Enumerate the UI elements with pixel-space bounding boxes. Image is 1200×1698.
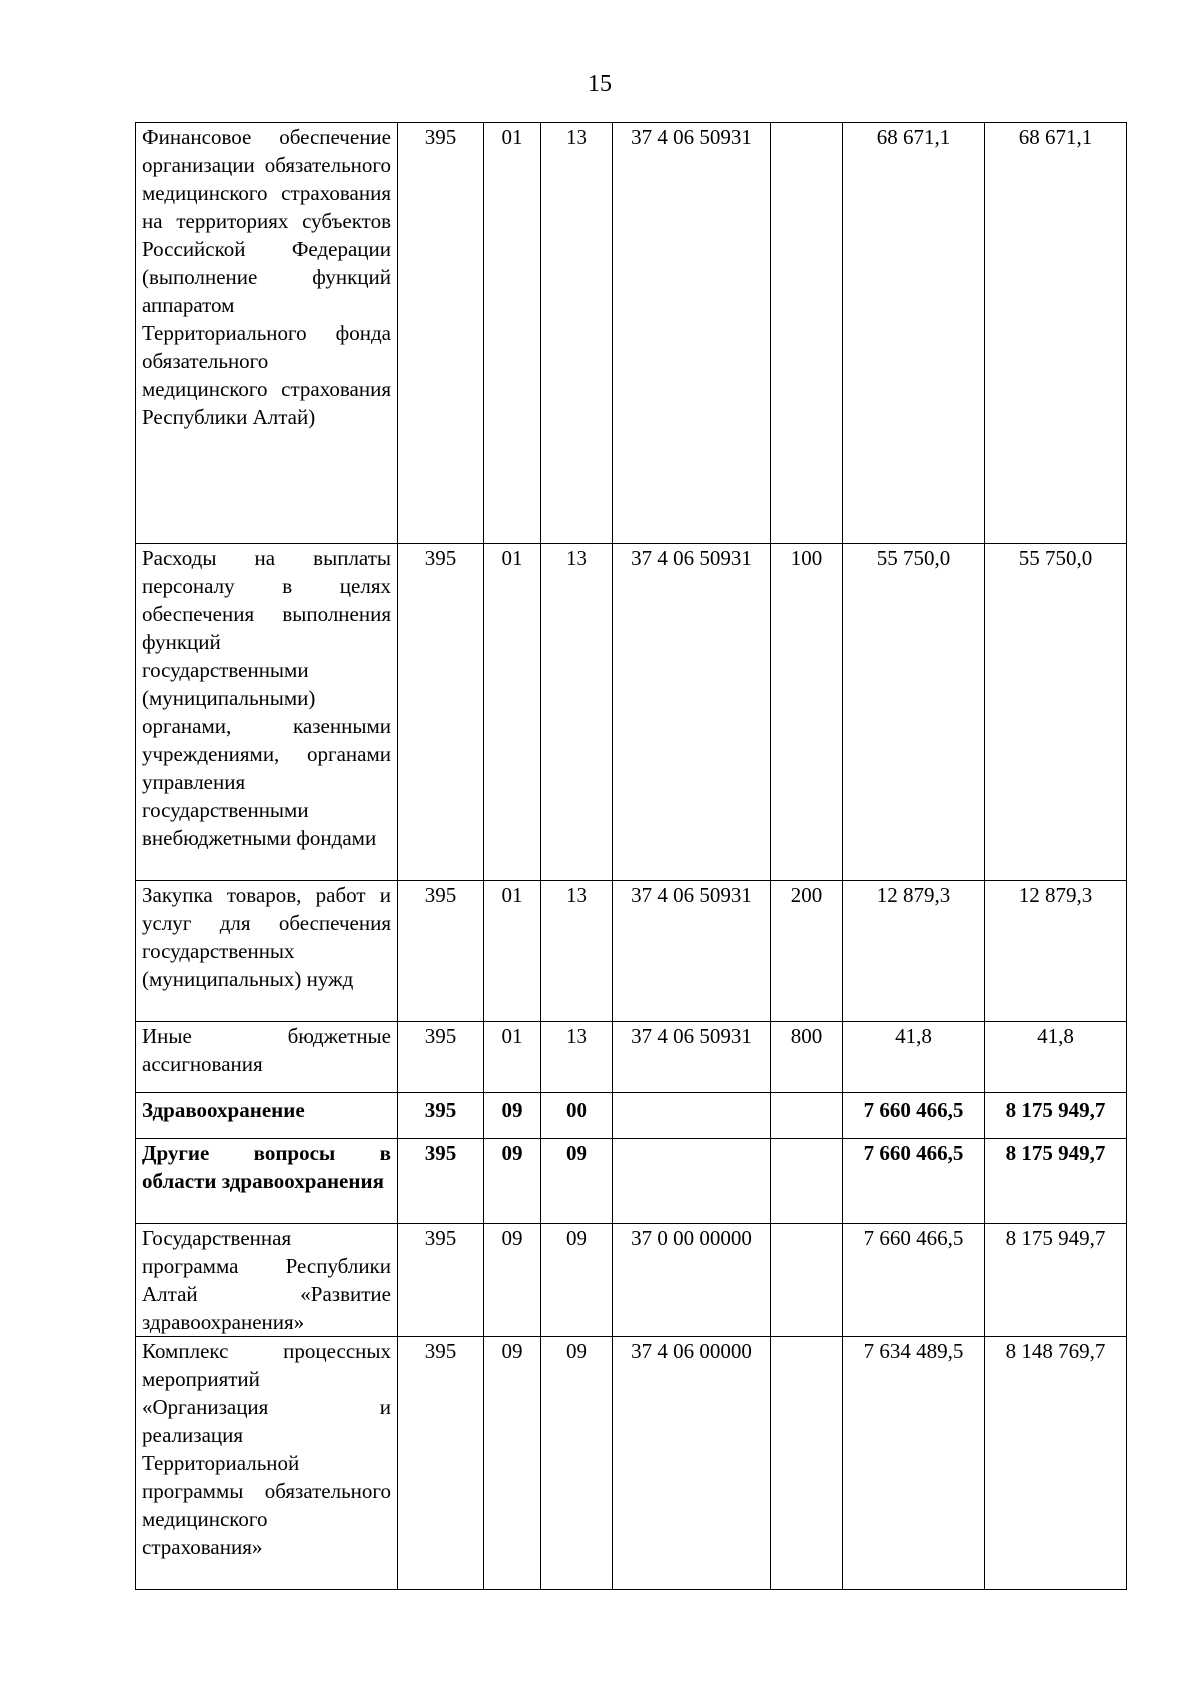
row-name: Другие вопросы в области здравоохранения bbox=[136, 1139, 398, 1224]
target-article: 37 4 06 00000 bbox=[613, 1337, 771, 1590]
expense-type bbox=[771, 1337, 843, 1590]
amount-year-2: 8 175 949,7 bbox=[985, 1139, 1127, 1224]
table-row bbox=[136, 1093, 1127, 1139]
amount-year-2: 8 175 949,7 bbox=[985, 1093, 1127, 1139]
amount-year-1: 12 879,3 bbox=[843, 881, 985, 1022]
target-article: 37 4 06 50931 bbox=[613, 544, 771, 881]
expense-type: 200 bbox=[771, 881, 843, 1022]
amount-year-2: 12 879,3 bbox=[985, 881, 1127, 1022]
section-code: 01 bbox=[484, 881, 541, 1022]
table-row bbox=[136, 123, 1127, 544]
table-row bbox=[136, 881, 1127, 1022]
admin-code: 395 bbox=[398, 123, 484, 544]
row-name: Финансовое обеспечение организации обязательного медицинского страхования на территориях субъектов Российской Федерации (выполнение функций аппаратом Территориального фонда обязательного медицинского страхования Республики Алтай) bbox=[136, 123, 398, 544]
subsection-code: 13 bbox=[541, 881, 613, 1022]
subsection-code: 13 bbox=[541, 123, 613, 544]
budget-table bbox=[135, 122, 1127, 1590]
section-code: 01 bbox=[484, 123, 541, 544]
amount-year-1: 7 660 466,5 bbox=[843, 1139, 985, 1224]
subsection-code: 00 bbox=[541, 1093, 613, 1139]
expense-type: 800 bbox=[771, 1022, 843, 1093]
subsection-code: 09 bbox=[541, 1337, 613, 1590]
row-name: Государственная программа Республики Алтай «Развитие здравоохранения» bbox=[136, 1224, 398, 1337]
row-name: Расходы на выплаты персоналу в целях обеспечения выполнения функций государственными (муниципальными) органами, казенными учреждениями, органами управления государственными внебюджетными фондами bbox=[136, 544, 398, 881]
target-article: 37 4 06 50931 bbox=[613, 881, 771, 1022]
page-number: 15 bbox=[588, 71, 612, 97]
subsection-code: 09 bbox=[541, 1139, 613, 1224]
row-name: Иные бюджетные ассигнования bbox=[136, 1022, 398, 1093]
expense-type bbox=[771, 1224, 843, 1337]
expense-type: 100 bbox=[771, 544, 843, 881]
table-row bbox=[136, 1022, 1127, 1093]
expense-type bbox=[771, 1093, 843, 1139]
amount-year-2: 8 148 769,7 bbox=[985, 1337, 1127, 1590]
amount-year-1: 7 660 466,5 bbox=[843, 1093, 985, 1139]
row-name: Закупка товаров, работ и услуг для обеспечения государственных (муниципальных) нужд bbox=[136, 881, 398, 1022]
target-article bbox=[613, 1139, 771, 1224]
section-code: 09 bbox=[484, 1139, 541, 1224]
table-row bbox=[136, 1139, 1127, 1224]
row-name: Комплекс процессных мероприятий «Организация и реализация Территориальной программы обязательного медицинского страхования» bbox=[136, 1337, 398, 1590]
admin-code: 395 bbox=[398, 881, 484, 1022]
section-code: 09 bbox=[484, 1337, 541, 1590]
subsection-code: 09 bbox=[541, 1224, 613, 1337]
target-article bbox=[613, 1093, 771, 1139]
admin-code: 395 bbox=[398, 1093, 484, 1139]
amount-year-2: 55 750,0 bbox=[985, 544, 1127, 881]
amount-year-1: 41,8 bbox=[843, 1022, 985, 1093]
amount-year-2: 8 175 949,7 bbox=[985, 1224, 1127, 1337]
target-article: 37 4 06 50931 bbox=[613, 123, 771, 544]
amount-year-1: 7 660 466,5 bbox=[843, 1224, 985, 1337]
admin-code: 395 bbox=[398, 1139, 484, 1224]
table-row bbox=[136, 1337, 1127, 1590]
section-code: 01 bbox=[484, 544, 541, 881]
amount-year-1: 55 750,0 bbox=[843, 544, 985, 881]
admin-code: 395 bbox=[398, 1337, 484, 1590]
amount-year-1: 68 671,1 bbox=[843, 123, 985, 544]
subsection-code: 13 bbox=[541, 1022, 613, 1093]
row-name: Здравоохранение bbox=[136, 1093, 398, 1139]
section-code: 09 bbox=[484, 1093, 541, 1139]
subsection-code: 13 bbox=[541, 544, 613, 881]
section-code: 01 bbox=[484, 1022, 541, 1093]
admin-code: 395 bbox=[398, 544, 484, 881]
target-article: 37 4 06 50931 bbox=[613, 1022, 771, 1093]
table-row bbox=[136, 1224, 1127, 1337]
admin-code: 395 bbox=[398, 1224, 484, 1337]
admin-code: 395 bbox=[398, 1022, 484, 1093]
amount-year-1: 7 634 489,5 bbox=[843, 1337, 985, 1590]
expense-type bbox=[771, 123, 843, 544]
section-code: 09 bbox=[484, 1224, 541, 1337]
target-article: 37 0 00 00000 bbox=[613, 1224, 771, 1337]
amount-year-2: 68 671,1 bbox=[985, 123, 1127, 544]
table-row bbox=[136, 544, 1127, 881]
amount-year-2: 41,8 bbox=[985, 1022, 1127, 1093]
expense-type bbox=[771, 1139, 843, 1224]
